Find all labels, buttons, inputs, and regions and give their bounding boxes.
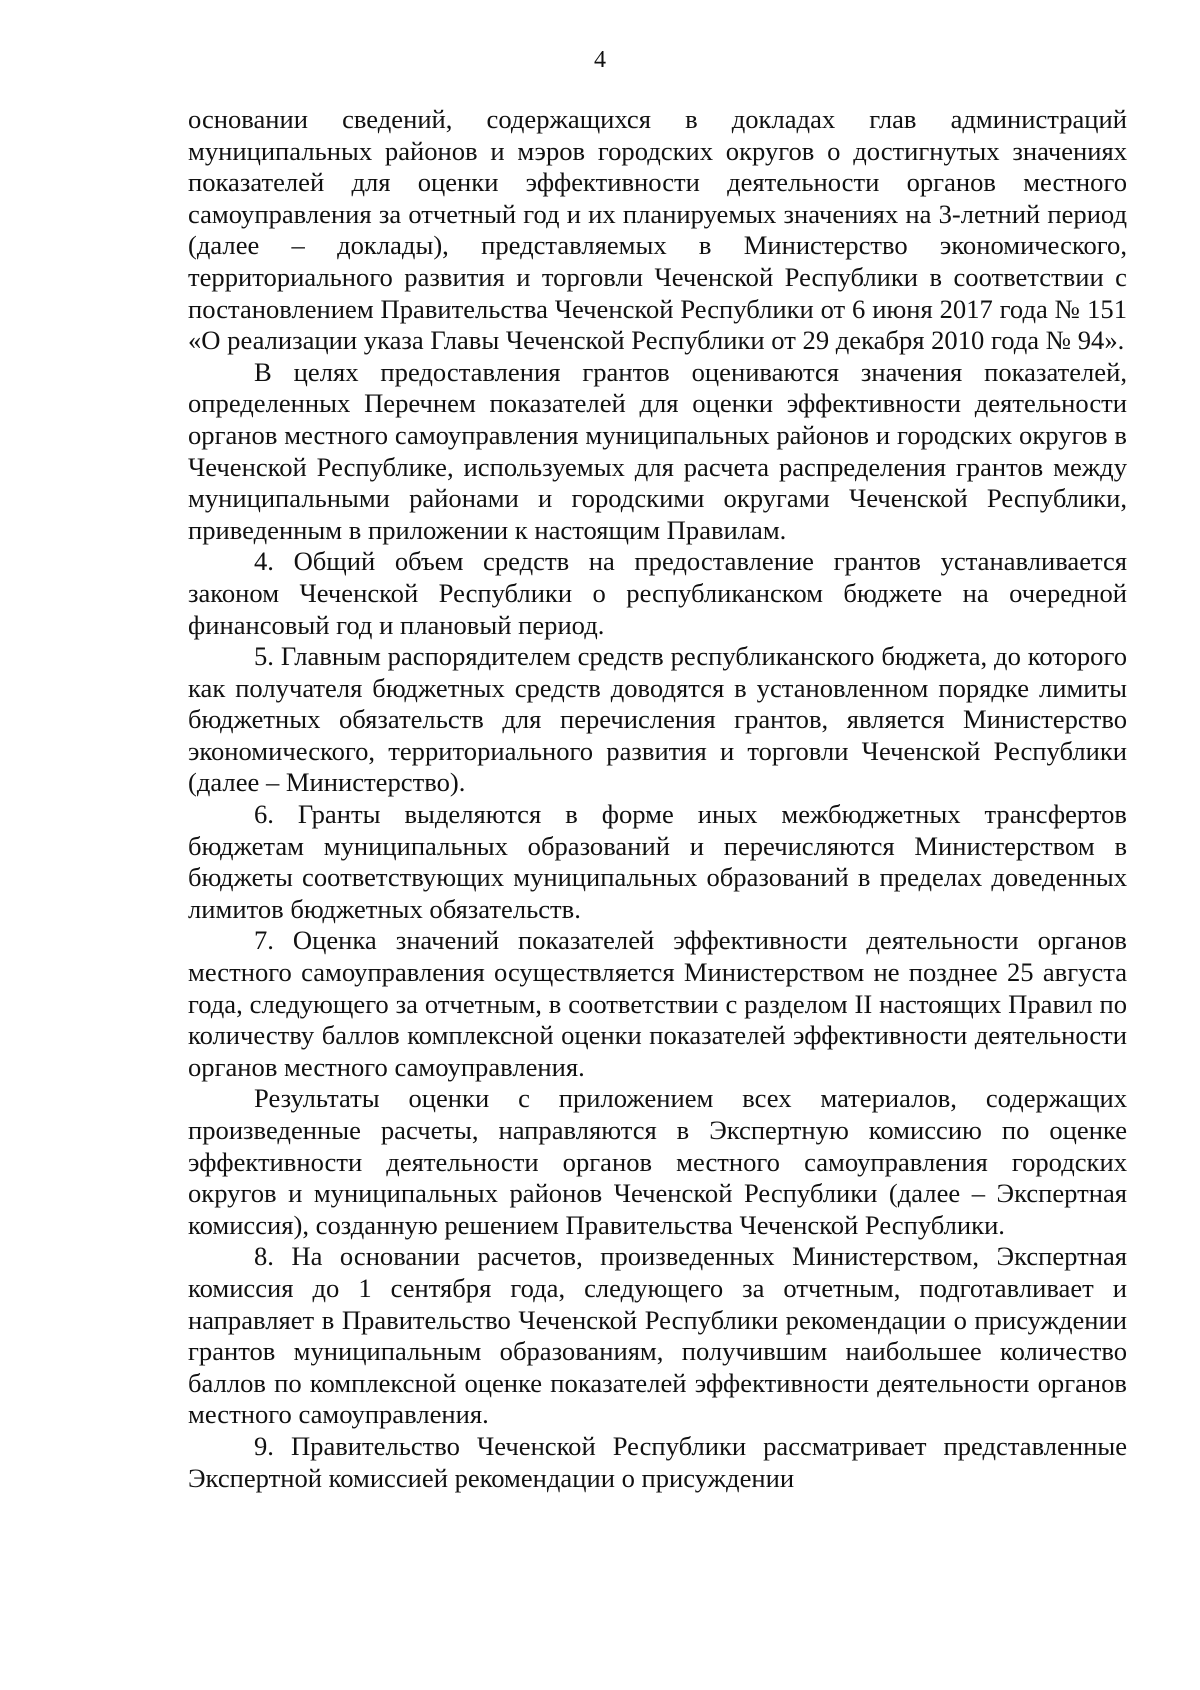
document-body: [188, 104, 1127, 1494]
paragraph-evaluation-results: Результаты оценки с приложением всех материалов, содержащих произведенные расчеты, направляются в Экспертную комиссию по оценке эффективности деятельности органов местного самоуправления городских округов и муниципальных районов Чеченской Республики (далее – Экспертная комиссия), созданную решением Правительства Чеченской Республики.: [188, 1083, 1127, 1240]
paragraph-item-8: 8. На основании расчетов, произведенных Министерством, Экспертная комиссия до 1 сентября года, следующего за отчетным, подготавливает и направляет в Правительство Чеченской Республики рекомендации о присуждении грантов муниципальным образованиям, получившим наибольшее количество баллов по комплексной оценке показателей эффективности деятельности органов местного самоуправления.: [188, 1241, 1127, 1430]
page-number: 4: [594, 47, 606, 73]
paragraph-intro-continuation: основании сведений, содержащихся в докладах глав администраций муниципальных районов и мэров городских округов о достигнутых значениях показателей для оценки эффективности деятельности органов местного самоуправления за отчетный год и их планируемых значениях на 3-летний период (далее – доклады), представляемых в Министерство экономического, территориального развития и торговли Чеченской Республики в соответствии с постановлением Правительства Чеченской Республики от 6 июня 2017 года № 151 «О реализации указа Главы Чеченской Республики от 29 декабря 2010 года № 94».: [188, 104, 1127, 356]
paragraph-item-7: 7. Оценка значений показателей эффективности деятельности органов местного самоуправления осуществляется Министерством не позднее 25 августа года, следующего за отчетным, в соответствии с разделом II настоящих Правил по количеству баллов комплексной оценки показателей эффективности деятельности органов местного самоуправления.: [188, 925, 1127, 1082]
paragraph-grant-evaluation: В целях предоставления грантов оцениваются значения показателей, определенных Перечнем показателей для оценки эффективности деятельности органов местного самоуправления муниципальных районов и городских округов в Чеченской Республике, используемых для расчета распределения грантов между муниципальными районами и городскими округами Чеченской Республики, приведенным в приложении к настоящим Правилам.: [188, 356, 1127, 545]
paragraph-item-4: 4. Общий объем средств на предоставление грантов устанавливается законом Чеченской Республики о республиканском бюджете на очередной финансовый год и плановый период.: [188, 546, 1127, 640]
paragraph-item-9: 9. Правительство Чеченской Республики рассматривает представленные Экспертной комиссией рекомендации о присуждении: [188, 1430, 1127, 1493]
paragraph-item-5: 5. Главным распорядителем средств республиканского бюджета, до которого как получателя бюджетных средств доводятся в установленном порядке лимиты бюджетных обязательств для перечисления грантов, является Министерство экономического, территориального развития и торговли Чеченской Республики (далее – Министерство).: [188, 641, 1127, 798]
paragraph-item-6: 6. Гранты выделяются в форме иных межбюджетных трансфертов бюджетам муниципальных образований и перечисляются Министерством в бюджеты соответствующих муниципальных образований в пределах доведенных лимитов бюджетных обязательств.: [188, 799, 1127, 924]
